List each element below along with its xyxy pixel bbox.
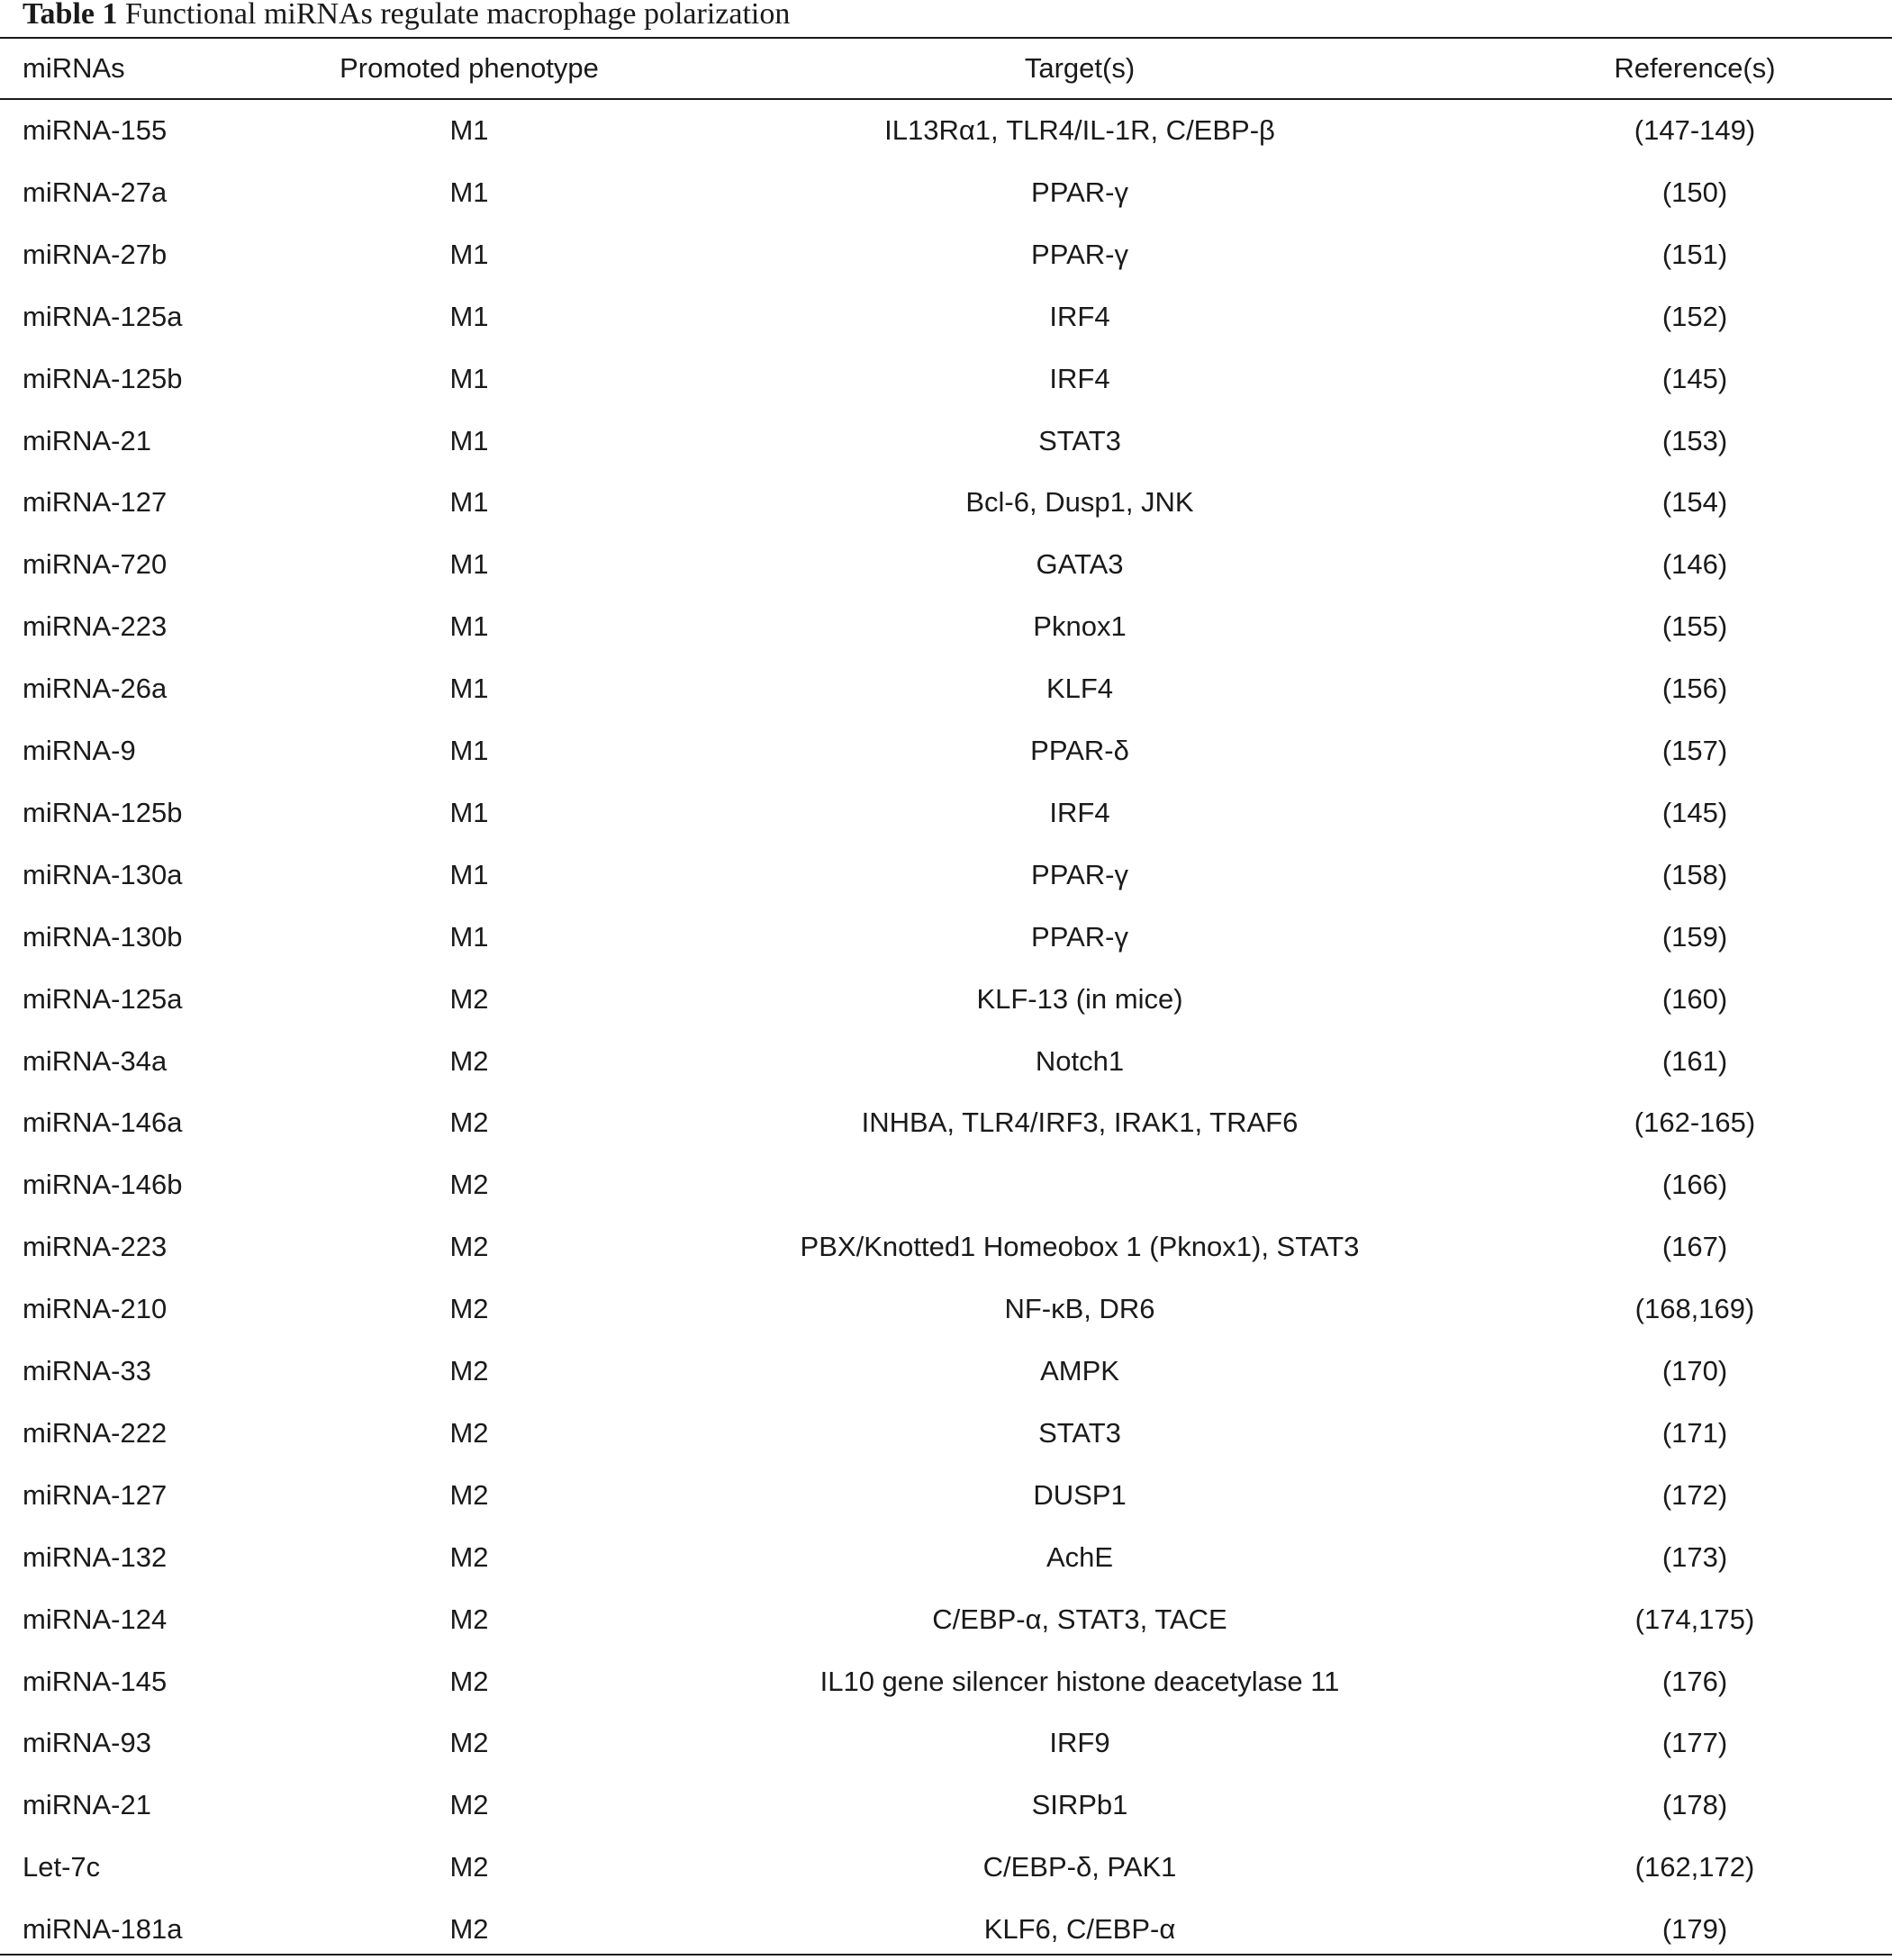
table-row bbox=[0, 657, 1892, 719]
table-row bbox=[0, 595, 1892, 657]
cell-mirna: miRNA-181a bbox=[23, 1913, 183, 1946]
cell-mirna: miRNA-27b bbox=[23, 238, 167, 270]
table-row bbox=[0, 1650, 1892, 1712]
cell-promoted-phenotype: M1 bbox=[449, 796, 489, 828]
table-row bbox=[0, 1588, 1892, 1650]
cell-targets: IRF4 bbox=[1049, 796, 1110, 828]
cell-references: (167) bbox=[1661, 1231, 1728, 1263]
table-row bbox=[0, 781, 1892, 844]
cell-mirna: miRNA-125a bbox=[23, 300, 183, 332]
table-row bbox=[0, 1030, 1892, 1092]
table-row bbox=[0, 1340, 1892, 1402]
cell-promoted-phenotype: M2 bbox=[449, 1231, 489, 1263]
cell-mirna: miRNA-210 bbox=[23, 1293, 167, 1325]
cell-references: (160) bbox=[1661, 982, 1728, 1015]
cell-mirna: miRNA-222 bbox=[23, 1416, 167, 1449]
cell-targets: IRF4 bbox=[1049, 362, 1110, 394]
cell-mirna: miRNA-93 bbox=[23, 1727, 151, 1759]
cell-promoted-phenotype: M1 bbox=[449, 920, 489, 953]
cell-targets: DUSP1 bbox=[1033, 1478, 1127, 1511]
cell-references: (150) bbox=[1661, 176, 1728, 208]
cell-promoted-phenotype: M1 bbox=[449, 858, 489, 890]
table-row bbox=[0, 1898, 1892, 1960]
table-row bbox=[0, 719, 1892, 781]
cell-mirna: miRNA-145 bbox=[23, 1665, 167, 1697]
table-row bbox=[0, 1526, 1892, 1588]
cell-references: (157) bbox=[1661, 735, 1728, 766]
table-row bbox=[0, 1712, 1892, 1774]
cell-references: (173) bbox=[1661, 1540, 1728, 1573]
cell-promoted-phenotype: M2 bbox=[449, 1478, 489, 1511]
cell-targets: PPAR-γ bbox=[1031, 858, 1128, 890]
cell-references: (162-165) bbox=[1634, 1106, 1756, 1139]
cell-promoted-phenotype: M1 bbox=[449, 424, 489, 456]
cell-mirna: miRNA-27a bbox=[23, 176, 167, 208]
cell-references: (162,172) bbox=[1634, 1851, 1755, 1883]
cell-promoted-phenotype: M2 bbox=[449, 1603, 489, 1635]
cell-mirna: miRNA-223 bbox=[23, 1231, 167, 1263]
cell-promoted-phenotype: M1 bbox=[449, 673, 489, 705]
cell-targets: Notch1 bbox=[1035, 1044, 1125, 1077]
cell-promoted-phenotype: M2 bbox=[449, 1789, 489, 1821]
cell-targets: Pknox1 bbox=[1033, 610, 1127, 643]
cell-promoted-phenotype: M2 bbox=[449, 1851, 489, 1883]
cell-references: (170) bbox=[1661, 1355, 1728, 1386]
cell-mirna: miRNA-21 bbox=[23, 1789, 151, 1821]
cell-mirna: miRNA-146b bbox=[23, 1169, 183, 1201]
table-row bbox=[0, 348, 1892, 410]
cell-references: (158) bbox=[1661, 858, 1728, 890]
cell-references: (176) bbox=[1661, 1665, 1728, 1697]
cell-targets: C/EBP-α, STAT3, TACE bbox=[932, 1603, 1227, 1635]
cell-promoted-phenotype: M2 bbox=[449, 1416, 489, 1449]
cell-targets: IRF9 bbox=[1049, 1727, 1110, 1759]
table-row bbox=[0, 1215, 1892, 1278]
table-row bbox=[0, 99, 1892, 161]
cell-mirna: miRNA-124 bbox=[23, 1603, 167, 1635]
cell-targets: PPAR-δ bbox=[1030, 735, 1129, 766]
cell-references: (152) bbox=[1661, 300, 1728, 332]
cell-references: (155) bbox=[1661, 610, 1728, 643]
cell-targets: KLF4 bbox=[1046, 673, 1114, 705]
table-row bbox=[0, 844, 1892, 906]
table-row bbox=[0, 968, 1892, 1030]
cell-mirna: miRNA-125b bbox=[23, 796, 183, 828]
cell-references: (172) bbox=[1661, 1478, 1728, 1511]
cell-targets: STAT3 bbox=[1038, 424, 1121, 456]
cell-references: (145) bbox=[1661, 796, 1728, 828]
cell-mirna: miRNA-720 bbox=[23, 548, 167, 581]
table-bottom-rule bbox=[0, 1954, 1892, 1955]
cell-references: (159) bbox=[1661, 920, 1728, 953]
table-row bbox=[0, 1402, 1892, 1464]
column-header-mirnas: miRNAs bbox=[23, 52, 125, 84]
cell-references: (168,169) bbox=[1634, 1293, 1755, 1325]
cell-references: (145) bbox=[1661, 362, 1728, 394]
cell-references: (179) bbox=[1661, 1913, 1728, 1946]
cell-references: (166) bbox=[1661, 1169, 1728, 1201]
cell-references: (171) bbox=[1661, 1416, 1728, 1449]
cell-mirna: miRNA-130a bbox=[23, 858, 183, 890]
cell-targets: C/EBP-δ, PAK1 bbox=[982, 1851, 1177, 1883]
cell-promoted-phenotype: M1 bbox=[449, 486, 489, 519]
cell-references: (153) bbox=[1661, 424, 1728, 456]
column-header-targets: Target(s) bbox=[1024, 52, 1136, 84]
table-caption bbox=[23, 0, 790, 32]
cell-targets: PPAR-γ bbox=[1031, 238, 1128, 270]
table-row bbox=[0, 285, 1892, 348]
cell-targets: KLF6, C/EBP-α bbox=[983, 1913, 1176, 1946]
column-header-references: Reference(s) bbox=[1614, 52, 1776, 84]
table-row bbox=[0, 1836, 1892, 1898]
cell-targets: PBX/Knotted1 Homeobox 1 (Pknox1), STAT3 bbox=[800, 1231, 1360, 1263]
cell-targets: PPAR-γ bbox=[1031, 176, 1128, 208]
cell-mirna: miRNA-34a bbox=[23, 1044, 167, 1077]
cell-targets bbox=[720, 1153, 1440, 1215]
table-row bbox=[0, 1774, 1892, 1836]
cell-targets: AMPK bbox=[1040, 1355, 1119, 1386]
cell-mirna: miRNA-21 bbox=[23, 424, 151, 456]
table-row bbox=[0, 1464, 1892, 1526]
cell-mirna: miRNA-127 bbox=[23, 486, 167, 519]
table-caption-title: Functional miRNAs regulate macrophage polarization bbox=[125, 0, 791, 31]
cell-promoted-phenotype: M2 bbox=[449, 1913, 489, 1946]
cell-mirna: miRNA-125a bbox=[23, 982, 183, 1015]
table-caption-label: Table 1 bbox=[23, 0, 118, 31]
cell-targets: IL10 gene silencer histone deacetylase 11 bbox=[819, 1665, 1340, 1697]
cell-promoted-phenotype: M1 bbox=[449, 548, 489, 581]
table-row bbox=[0, 533, 1892, 595]
cell-targets: AchE bbox=[1046, 1540, 1114, 1573]
cell-references: (177) bbox=[1661, 1727, 1728, 1759]
column-header-promoted-phenotype: Promoted phenotype bbox=[339, 52, 599, 84]
cell-promoted-phenotype: M1 bbox=[449, 238, 489, 270]
table-row bbox=[0, 410, 1892, 472]
cell-mirna: miRNA-125b bbox=[23, 362, 183, 394]
cell-mirna: miRNA-132 bbox=[23, 1540, 167, 1573]
cell-targets: KLF-13 (in mice) bbox=[976, 982, 1183, 1015]
cell-promoted-phenotype: M2 bbox=[449, 1727, 489, 1759]
cell-mirna: miRNA-130b bbox=[23, 920, 183, 953]
cell-targets: IRF4 bbox=[1049, 300, 1110, 332]
cell-promoted-phenotype: M2 bbox=[449, 1106, 489, 1139]
cell-targets: INHBA, TLR4/IRF3, IRAK1, TRAF6 bbox=[861, 1106, 1299, 1139]
cell-mirna: Let-7c bbox=[23, 1851, 101, 1883]
cell-promoted-phenotype: M1 bbox=[449, 300, 489, 332]
table-row bbox=[0, 161, 1892, 223]
cell-targets: STAT3 bbox=[1038, 1416, 1121, 1449]
cell-references: (151) bbox=[1661, 238, 1728, 270]
cell-mirna: miRNA-9 bbox=[23, 735, 136, 766]
table-row bbox=[0, 223, 1892, 285]
table-row bbox=[0, 1278, 1892, 1340]
cell-promoted-phenotype: M1 bbox=[449, 362, 489, 394]
cell-promoted-phenotype: M2 bbox=[449, 1293, 489, 1325]
cell-references: (161) bbox=[1661, 1044, 1728, 1077]
cell-references: (178) bbox=[1661, 1789, 1728, 1821]
cell-promoted-phenotype: M1 bbox=[449, 114, 489, 146]
cell-promoted-phenotype: M2 bbox=[449, 1665, 489, 1697]
cell-mirna: miRNA-33 bbox=[23, 1355, 151, 1386]
cell-promoted-phenotype: M2 bbox=[449, 1355, 489, 1386]
cell-references: (156) bbox=[1661, 673, 1728, 705]
cell-references: (174,175) bbox=[1634, 1603, 1755, 1635]
cell-promoted-phenotype: M1 bbox=[449, 176, 489, 208]
cell-promoted-phenotype: M2 bbox=[449, 1540, 489, 1573]
cell-mirna: miRNA-146a bbox=[23, 1106, 183, 1139]
cell-targets: PPAR-γ bbox=[1031, 920, 1128, 953]
table-row bbox=[0, 1091, 1892, 1153]
cell-targets: Bcl-6, Dusp1, JNK bbox=[965, 486, 1194, 519]
table-header-row bbox=[0, 38, 1892, 98]
table-row bbox=[0, 471, 1892, 533]
cell-targets: SIRPb1 bbox=[1031, 1789, 1128, 1821]
cell-targets: IL13Rα1, TLR4/IL-1R, C/EBP-β bbox=[884, 114, 1275, 146]
cell-mirna: miRNA-26a bbox=[23, 673, 167, 705]
cell-promoted-phenotype: M2 bbox=[449, 1169, 489, 1201]
cell-promoted-phenotype: M2 bbox=[449, 1044, 489, 1077]
table-row bbox=[0, 906, 1892, 968]
table-row bbox=[0, 1153, 1892, 1215]
cell-references: (154) bbox=[1661, 486, 1728, 519]
cell-mirna: miRNA-127 bbox=[23, 1478, 167, 1511]
cell-mirna: miRNA-155 bbox=[23, 114, 167, 146]
cell-promoted-phenotype: M1 bbox=[449, 610, 489, 643]
cell-targets: NF-κB, DR6 bbox=[1004, 1293, 1155, 1325]
cell-mirna: miRNA-223 bbox=[23, 610, 167, 643]
cell-promoted-phenotype: M1 bbox=[449, 735, 489, 766]
cell-targets: GATA3 bbox=[1036, 548, 1124, 581]
cell-references: (146) bbox=[1661, 548, 1728, 581]
cell-promoted-phenotype: M2 bbox=[449, 982, 489, 1015]
cell-references: (147-149) bbox=[1634, 114, 1756, 146]
